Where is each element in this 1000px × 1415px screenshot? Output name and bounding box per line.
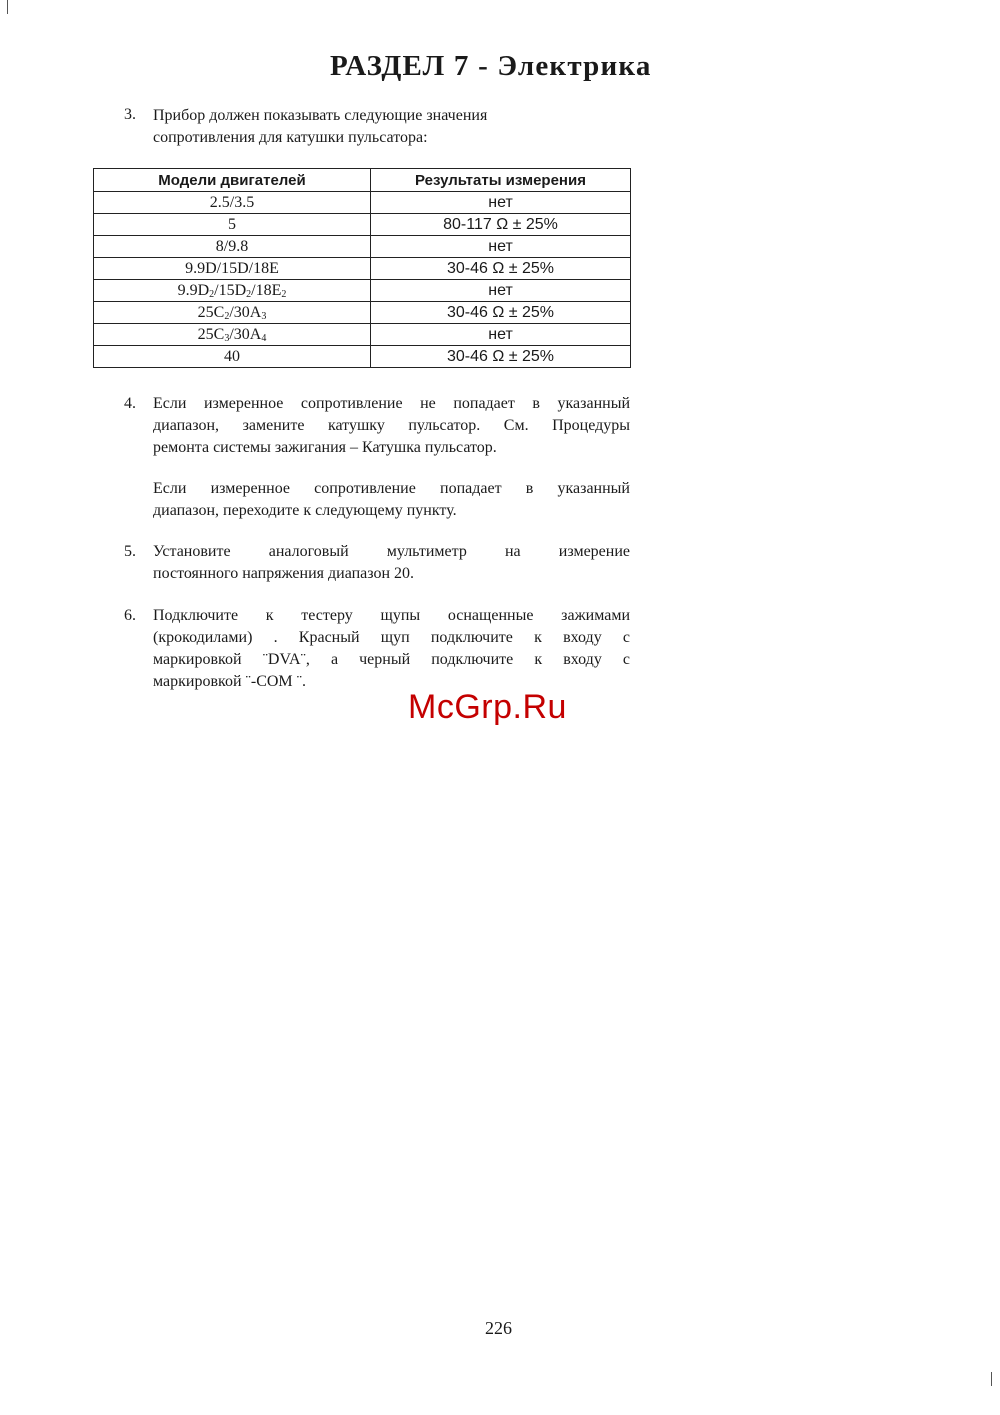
table-row [94,346,631,368]
table-row [94,214,631,236]
column-header-models: Модели двигателей [94,169,371,192]
text-line: диапазон, замените катушку пульсатор. См. Процедуры [153,417,630,434]
step-4-text [153,393,630,459]
result-cell: нет [371,324,631,346]
result-cell: нет [371,192,631,214]
text-line: маркировкой ¨-COM ¨. [153,673,306,690]
model-cell: $25C_2/30A_3$ [94,302,371,324]
result-cell: 30-46 Ω ± 25% [371,346,631,368]
model-cell: 5 [94,214,371,236]
scan-edge-mark-top [7,0,8,14]
table-row [94,236,631,258]
model-cell: 2.5/3.5 [94,192,371,214]
result-cell: нет [371,236,631,258]
table-row [94,302,631,324]
step-number-5: 5. [124,543,136,560]
table-row [94,280,631,302]
text-line: маркировкой ¨DVA¨, а черный подключите к входу с [153,651,630,668]
text-line: (крокодилами) . Красный щуп подключите к входу с [153,629,630,646]
text-line: Установите аналоговый мультиметр на измерение [153,543,630,560]
step-number-3: 3. [124,106,136,123]
text-line: ремонта системы зажигания – Катушка пульсатор. [153,439,497,456]
page-number: 226 [485,1318,512,1338]
column-header-results: Результаты измерения [371,169,631,192]
table-row [94,324,631,346]
step-4-extra-text [153,478,630,522]
text-line: Прибор должен показывать следующие значения [153,107,488,124]
resistance-table [93,168,631,368]
step-6-text [153,605,630,693]
model-cell: 8/9.8 [94,236,371,258]
text-line: постоянного напряжения диапазон 20. [153,565,415,582]
step-number-4: 4. [124,395,136,412]
table-row [94,258,631,280]
step-3-text [153,105,573,149]
model-cell: $9.9D_2/15D_2/18E_2$ [94,280,371,302]
result-cell: 80-117 Ω ± 25% [371,214,631,236]
page-title: РАЗДЕЛ 7 - Электрика [330,50,652,82]
result-cell: 30-46 Ω ± 25% [371,258,631,280]
model-cell: $25C_3/30A_4$ [94,324,371,346]
text-line: сопротивления для катушки пульсатора: [153,129,428,146]
scan-edge-mark-bottom [991,1372,992,1386]
text-line: Если измеренное сопротивление попадает в указанный [153,480,630,497]
text-line: диапазон, переходите к следующему пункту. [153,502,457,519]
text-line: Если измеренное сопротивление не попадает в указанный [153,395,630,412]
step-number-6: 6. [124,607,136,624]
result-cell: 30-46 Ω ± 25% [371,302,631,324]
result-cell: нет [371,280,631,302]
table-row [94,192,631,214]
text-line: Подключите к тестеру щупы оснащенные зажимами [153,607,630,624]
step-5-text [153,541,630,585]
table-header-row [94,169,631,192]
model-cell: 9.9D/15D/18E [94,258,371,280]
watermark: McGrp.Ru [408,688,567,726]
model-cell: 40 [94,346,371,368]
